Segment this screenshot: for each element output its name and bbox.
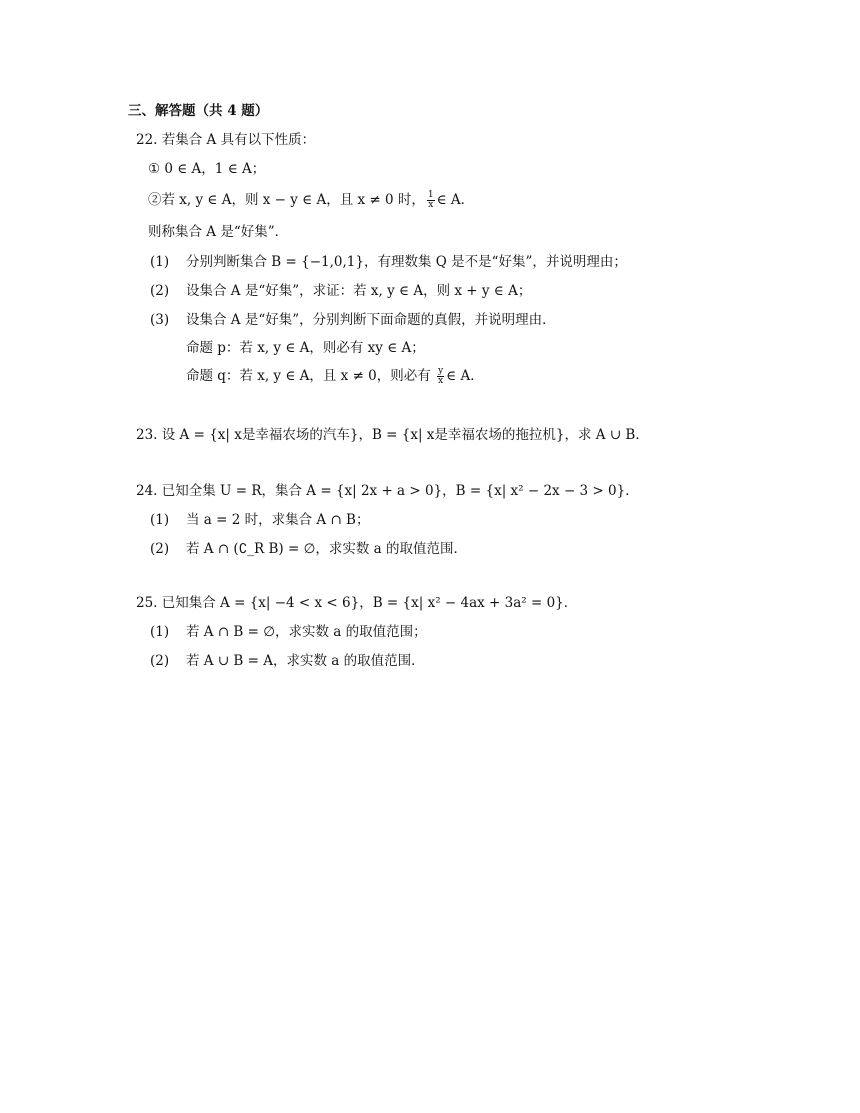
q25-part-2-label: (2) [150,653,170,669]
q22-part-2-label: (2) [150,283,170,299]
q22-condition-1: ① 0 ∈ A，1 ∈ A； [148,161,266,177]
q22-stem: 22. 若集合 A 具有以下性质： [136,132,316,148]
q25-part-2 [150,651,425,671]
q22-definition: 则称集合 A 是“好集”． [148,224,289,240]
q22-part-2-text: 设集合 A 是“好集”，求证：若 x, y ∈ A，则 x + y ∈ A； [186,283,532,299]
q22-proposition-p: 命题 p：若 x, y ∈ A，则必有 xy ∈ A； [186,340,425,356]
q25-part-2-text: 若 A ∪ B = A，求实数 a 的取值范围． [186,653,425,669]
q22-condition-2 [148,190,474,210]
q25-part-1-label: (1) [150,624,170,640]
q24-part-2 [150,539,467,559]
q24-part-1-text: 当 a = 2 时，求集合 A ∩ B； [186,512,370,528]
q22-fraction-numerator: 1 [427,190,434,200]
q22-part-1-text: 分别判断集合 B = {−1,0,1}，有理数集 Q 是不是“好集”，并说明理由； [186,254,627,270]
q23-text: 23. 设 A = {x| x是幸福农场的汽车}，B = {x| x是幸福农场的拖拉机}，求 A ∪ B． [136,427,649,443]
q22-q-fraction-numerator: y [438,366,444,376]
q22-part-3-text: 设集合 A 是“好集”，分别判断下面命题的真假，并说明理由． [186,312,556,328]
q22-proposition-q [186,366,484,386]
q22-part-3-label: (3) [150,312,170,328]
q25-part-1-text: 若 A ∩ B = ∅，求实数 a 的取值范围； [186,624,427,640]
q22-fraction-denominator: x [428,200,434,210]
q25-stem: 25. 已知集合 A = {x| −4 < x < 6}，B = {x| x² − 4ax + 3a² = 0}． [136,595,578,611]
q24-part-2-label: (2) [150,541,170,557]
q22-part-2 [150,281,531,301]
q24-part-1-label: (1) [150,512,170,528]
q22-fraction [427,191,435,210]
q22-part-1 [150,252,627,272]
q22-proposition-q-text: 命题 q：若 x, y ∈ A，且 x ≠ 0，则必有 [186,368,431,384]
q25-part-1 [150,622,427,642]
q22-part-1-label: (1) [150,254,170,270]
q24-part-2-text: 若 A ∩ (∁_R B) = ∅，求实数 a 的取值范围． [186,541,467,557]
q24-part-1 [150,510,369,530]
q22-condition-2-tail: ∈ A． [436,192,475,208]
q24-stem: 24. 已知全集 U = R，集合 A = {x| 2x + a > 0}，B = {x| x² − 2x − 3 > 0}． [136,483,639,499]
section-heading: 三、解答题（共 4 题） [128,103,269,119]
q22-q-fraction-denominator: x [438,376,444,386]
q22-condition-2-text: ②若 x, y ∈ A，则 x − y ∈ A，且 x ≠ 0 时， [148,192,425,208]
q22-proposition-q-tail: ∈ A． [446,368,484,384]
q22-q-fraction [437,367,444,386]
q22-part-3 [150,310,556,330]
